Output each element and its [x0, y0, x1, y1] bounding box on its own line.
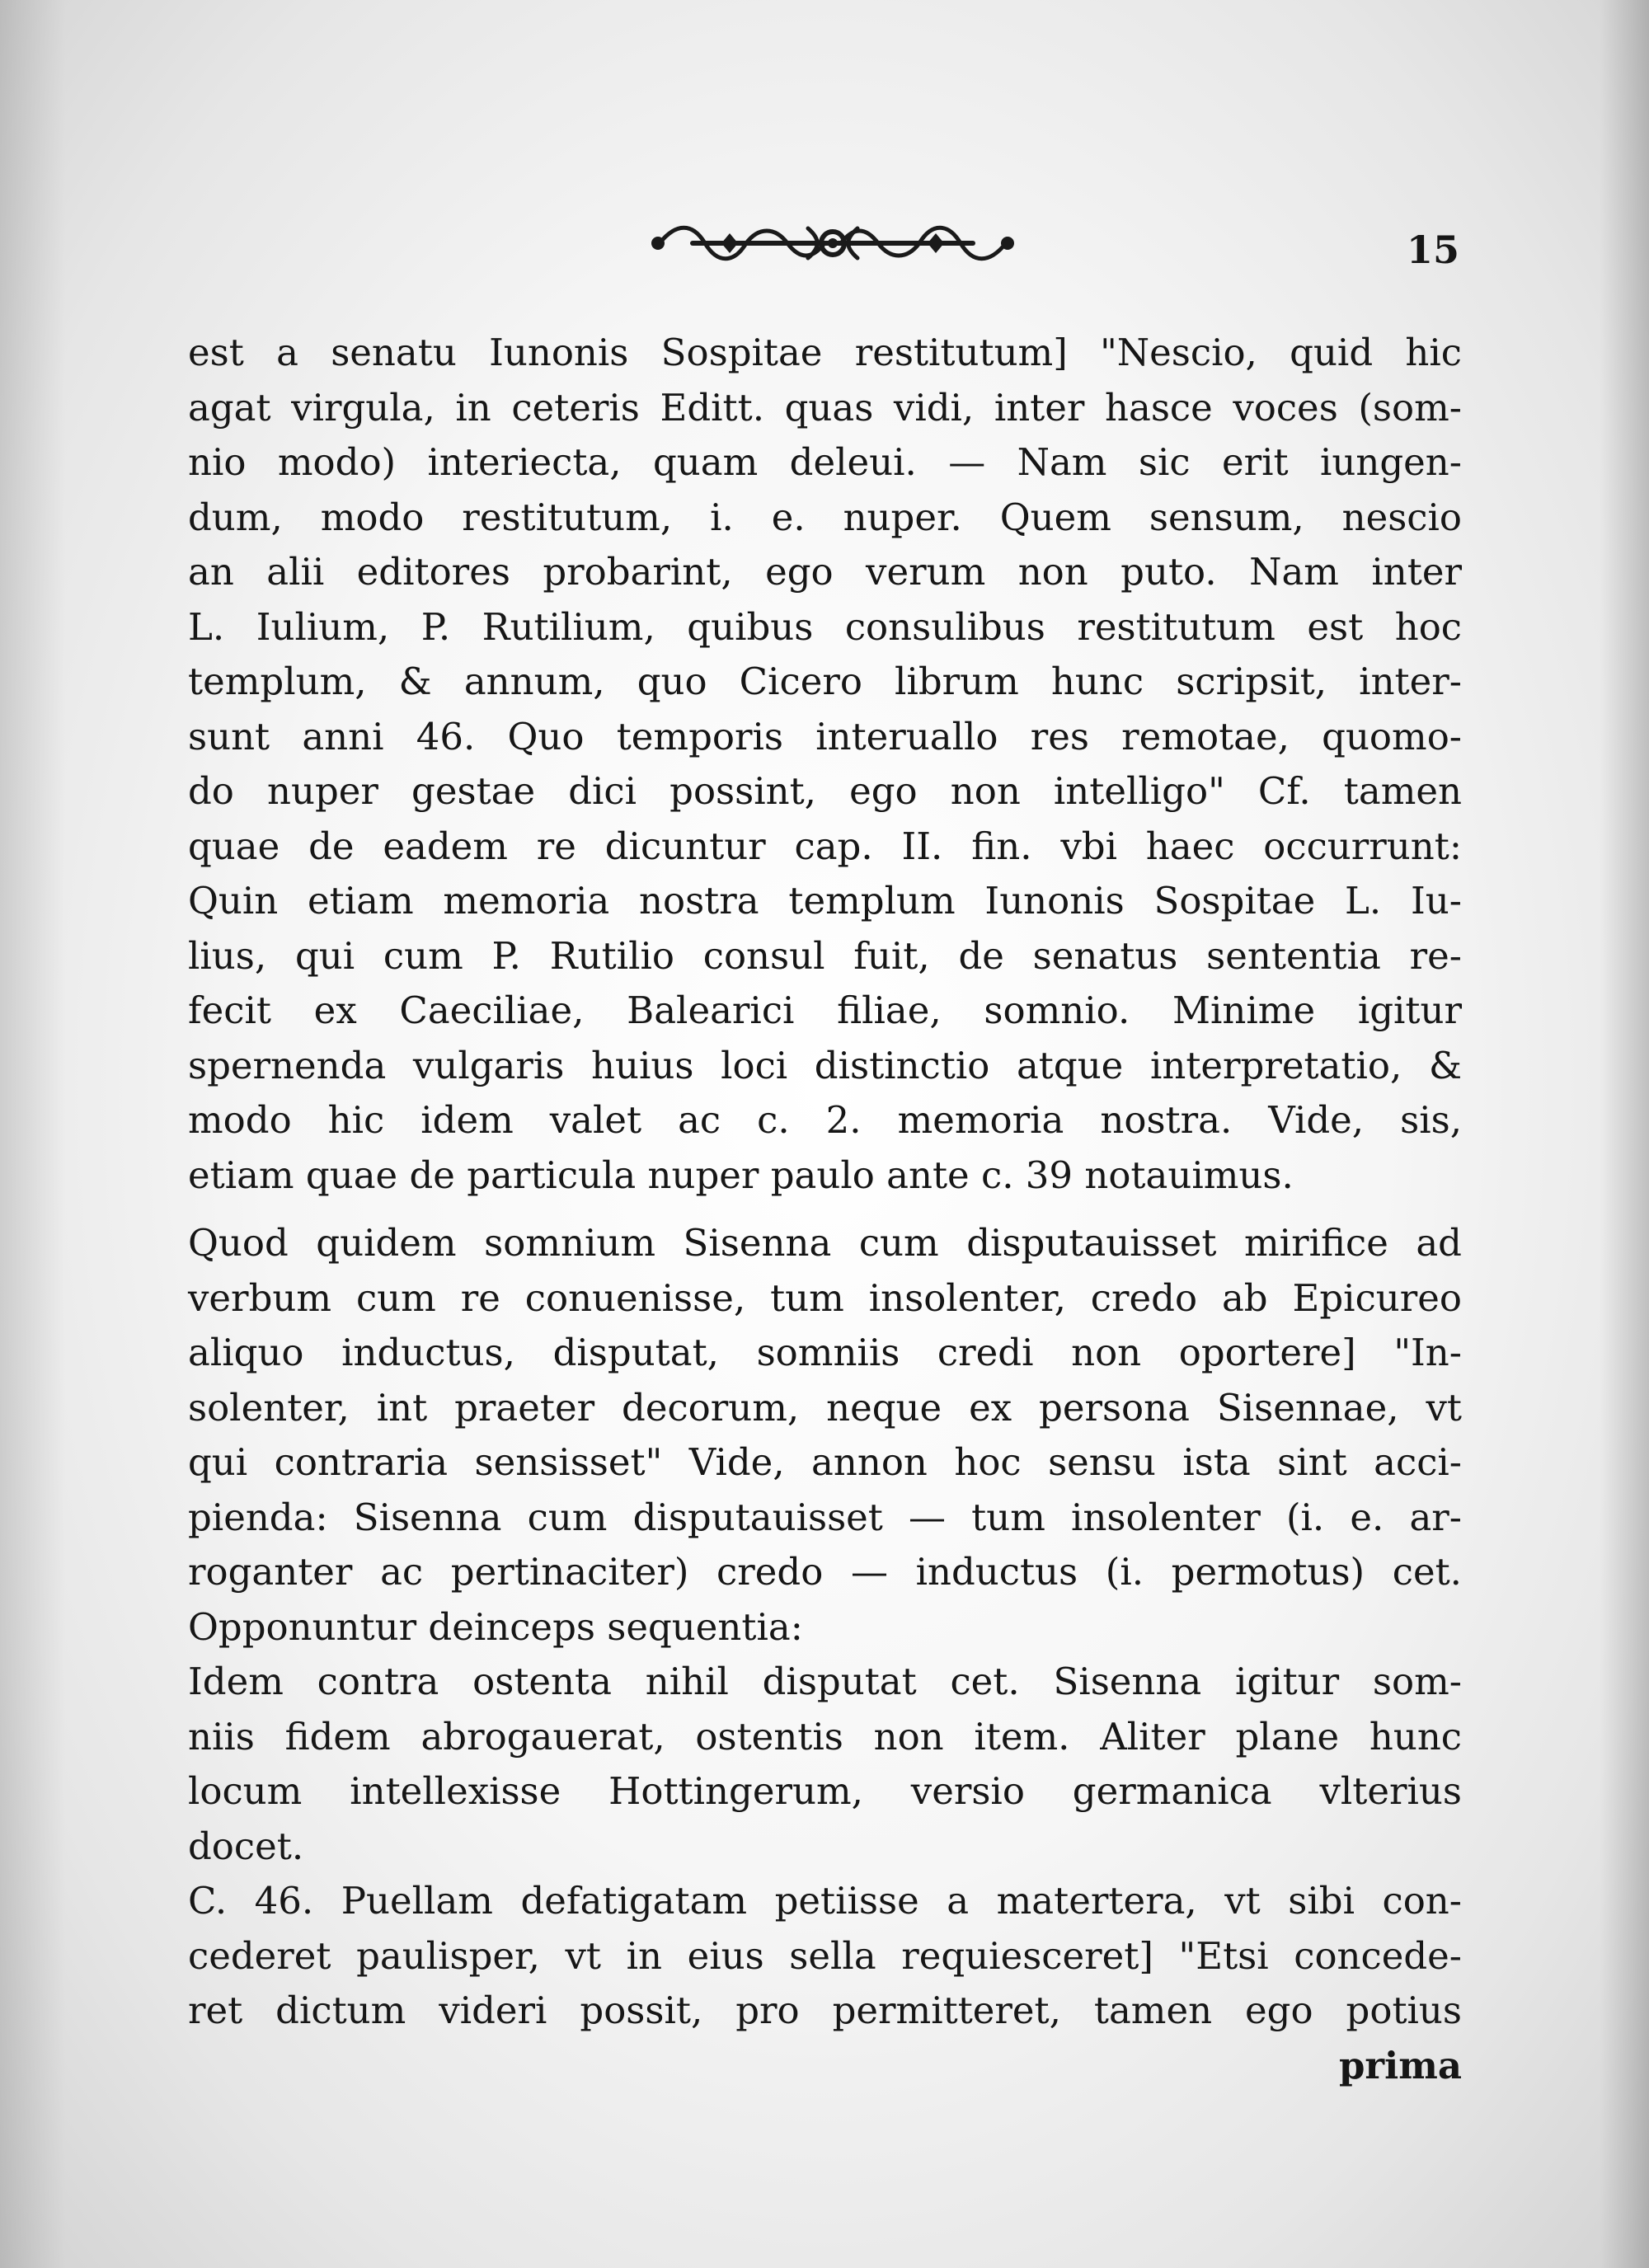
text-line: templum, & annum, quo Cicero librum hunc scripsit, inter- — [188, 660, 1462, 703]
text-line: Quod quidem somnium Sisenna cum disputauisset mirifice ad — [188, 1221, 1462, 1265]
text-line: docet. — [188, 1824, 304, 1868]
body-text — [188, 326, 1462, 2093]
text-line: nio modo) interiecta, quam deleui. — Nam sic erit iungen- — [188, 440, 1462, 484]
paragraph-gap — [188, 1203, 1462, 1216]
text-line: lius, qui cum P. Rutilio consul fuit, de senatus sententia re- — [188, 933, 1462, 978]
text-line: modo hic idem valet ac c. 2. memoria nostra. Vide, sis, — [188, 1098, 1462, 1142]
text-line: sunt anni 46. Quo temporis interuallo res remotae, quomo- — [188, 714, 1462, 758]
text-line: ret dictum videri possit, pro permitteret, tamen ego potius — [188, 1989, 1462, 2032]
page-number: 15 — [1406, 228, 1459, 272]
text-line: Opponuntur deinceps sequentia: — [188, 1604, 803, 1649]
text-line: niis fidem abrogauerat, ostentis non item. Aliter plane hunc — [188, 1714, 1462, 1759]
text-line: quae de eadem re dicuntur cap. II. fin. vbi haec occurrunt: — [188, 824, 1462, 868]
text-line: qui contraria sensisset" Vide, annon hoc sensu ista sint acci- — [188, 1440, 1462, 1484]
text-line: locum intellexisse Hottingerum, versio germanica vlterius — [188, 1769, 1462, 1813]
catchword: prima — [1338, 2043, 1462, 2087]
text-line: etiam quae de particula nuper paulo ante c. 39 notauimus. — [188, 1153, 1294, 1197]
text-line: C. 46. Puellam defatigatam petiisse a matertera, vt sibi con- — [188, 1879, 1462, 1923]
text-line: spernenda vulgaris huius loci distinctio atque interpretatio, & — [188, 1043, 1462, 1087]
text-line: aliquo inductus, disputat, somniis credi non oportere] "In- — [188, 1331, 1462, 1374]
text-line: an alii editores probarint, ego verum non puto. Nam inter — [188, 550, 1462, 594]
page-edge-shadow-left — [0, 0, 66, 2268]
decorative-headpiece-icon — [643, 210, 1022, 276]
page-edge-shadow-right — [1600, 0, 1649, 2268]
text-line: agat virgula, in ceteris Editt. quas vidi, inter hasce voces (som- — [188, 385, 1462, 430]
text-line: solenter, int praeter decorum, neque ex persona Sisennae, vt — [188, 1385, 1462, 1430]
text-line: L. Iulium, P. Rutilium, quibus consulibus restitutum est hoc — [188, 604, 1462, 649]
text-line: roganter ac pertinaciter) credo — inductus (i. permotus) cet. — [188, 1550, 1462, 1594]
text-line: pienda: Sisenna cum disputauisset — tum insolenter (i. e. ar- — [188, 1495, 1462, 1539]
text-line: verbum cum re conuenisse, tum insolenter, credo ab Epicureo — [188, 1275, 1462, 1320]
text-line: fecit ex Caeciliae, Balearici filiae, somnio. Minime igitur — [188, 988, 1462, 1032]
text-line: cederet paulisper, vt in eius sella requiesceret] "Etsi concede- — [188, 1933, 1462, 1978]
text-line: do nuper gestae dici possint, ego non intelligo" Cf. tamen — [188, 769, 1462, 813]
text-line: est a senatu Iunonis Sospitae restitutum] "Nescio, quid hic — [188, 331, 1462, 374]
text-line: Quin etiam memoria nostra templum Iunonis Sospitae L. Iu- — [188, 879, 1462, 923]
text-line: Idem contra ostenta nihil disputat cet. Sisenna igitur som- — [188, 1660, 1462, 1703]
text-line: dum, modo restitutum, i. e. nuper. Quem sensum, nescio — [188, 495, 1462, 539]
